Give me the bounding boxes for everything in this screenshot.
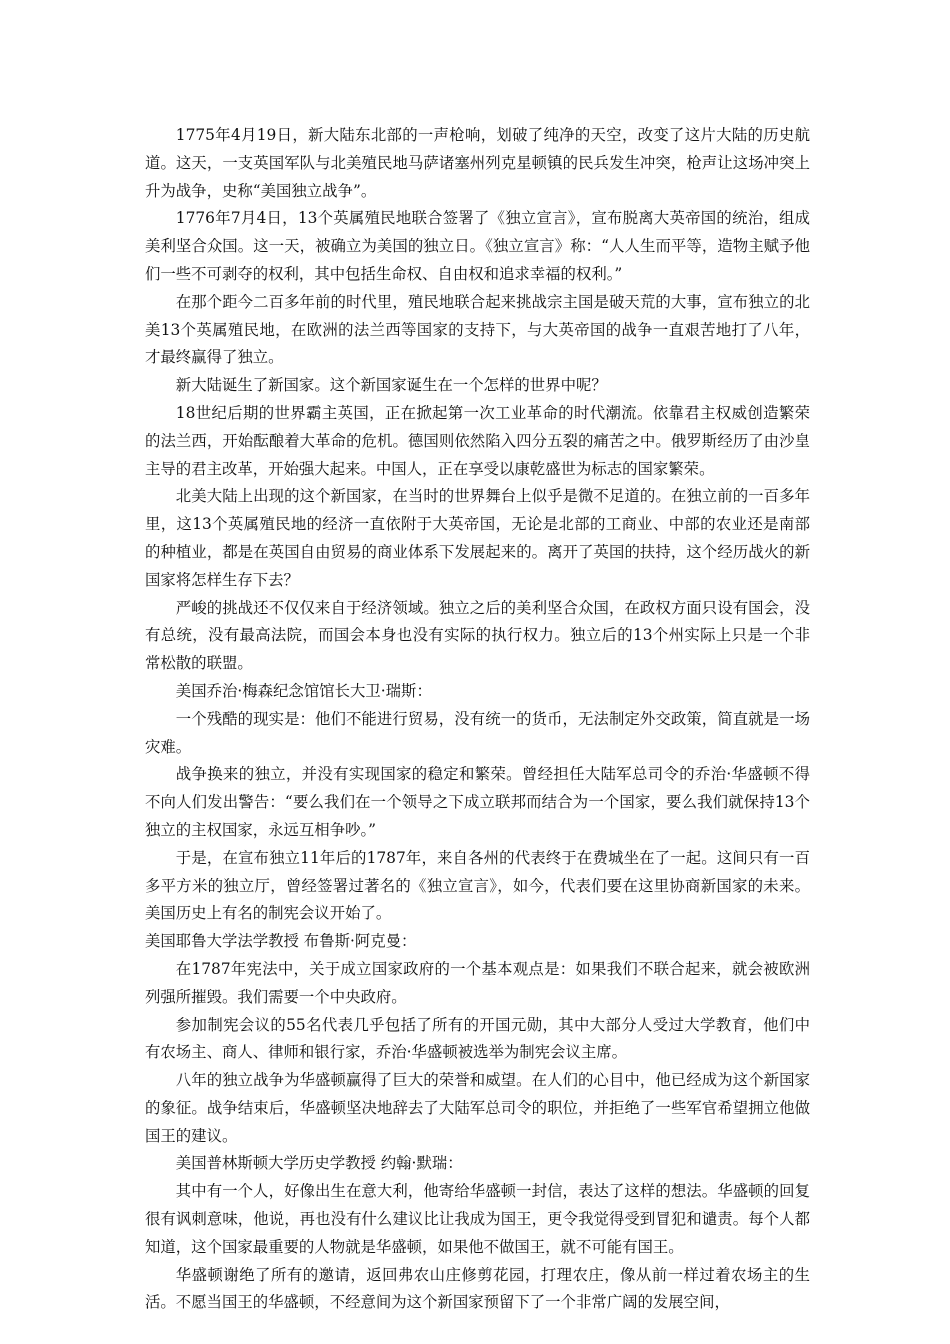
quote-john-murrin: 其中有一个人，好像出生在意大利，他寄给华盛顿一封信，表达了这样的想法。华盛顿的回复很有讽刺意味，他说，再也没有什么建议比让我成为国王，更令我觉得受到冒犯和谴责。每个人都知道，这个国家最重要的人物就是华盛顿，如果他不做国王，就不可能有国王。 — [145, 1182, 810, 1256]
speaker-label-bruce-ackerman: 美国耶鲁大学法学教授 布鲁斯·阿克曼： — [145, 932, 417, 951]
paragraph-5: 18世纪后期的世界霸主英国，正在掀起第一次工业革命的时代潮流。依靠君主权威创造繁荣的法兰西，开始酝酿着大革命的危机。德国则依然陷入四分五裂的痛苦之中。俄罗斯经历了由沙皇主导的君主改革，开始强大起来。中国人，正在享受以康乾盛世为标志的国家繁荣。 — [145, 403, 810, 478]
paragraph-7: 严峻的挑战还不仅仅来自于经济领域。独立之后的美利坚合众国，在政权方面只设有国会，没有总统，没有最高法院，而国会本身也没有实际的执行权力。独立后的13个州实际上只是一个非常松散的联盟。 — [145, 598, 810, 673]
quote-bruce-ackerman: 在1787年宪法中，关于成立国家政府的一个基本观点是：如果我们不联合起来，就会被欧洲列强所摧毁。我们需要一个中央政府。 — [145, 959, 810, 1006]
quote-david-rees: 一个残酷的现实是：他们不能进行贸易，没有统一的货币，无法制定外交政策，简直就是一场灾难。 — [145, 709, 810, 756]
paragraph-10: 参加制宪会议的55名代表几乎包括了所有的开国元勋，其中大部分人受过大学教育，他们中有农场主、商人、律师和银行家，乔治·华盛顿被选举为制宪会议主席。 — [145, 1015, 810, 1062]
paragraph-3: 在那个距今二百多年前的时代里，殖民地联合起来挑战宗主国是破天荒的大事，宣布独立的北美13个英属殖民地，在欧洲的法兰西等国家的支持下，与大英帝国的战争一直艰苦地打了八年，才最终赢得了独立。 — [145, 292, 810, 367]
paragraph-12: 华盛顿谢绝了所有的邀请，返回弗农山庄修剪花园，打理农庄，像从前一样过着农场主的生活。不愿当国王的华盛顿，不经意间为这个新国家预留下了一个非常广阔的发展空间， — [145, 1265, 810, 1312]
paragraph-6: 北美大陆上出现的这个新国家，在当时的世界舞台上似乎是微不足道的。在独立前的一百多年里，这13个英属殖民地的经济一直依附于大英帝国，无论是北部的工商业、中部的农业还是南部的种植业，都是在英国自由贸易的商业体系下发展起来的。离开了英国的扶持，这个经历战火的新国家将怎样生存下去？ — [145, 487, 810, 589]
paragraph-8: 战争换来的独立，并没有实现国家的稳定和繁荣。曾经担任大陆军总司令的乔治·华盛顿不得不向人们发出警告：“要么我们在一个领导之下成立联邦而结合为一个国家，要么我们就保持13个独立的主权国家，永远互相争吵。” — [145, 765, 810, 839]
document-body — [145, 122, 810, 1317]
paragraph-1: 1775年4月19日，新大陆东北部的一声枪响，划破了纯净的天空，改变了这片大陆的历史航道。这天，一支英国军队与北美殖民地马萨诸塞州列克星顿镇的民兵发生冲突，枪声让这场冲突上升为战争，史称“美国独立战争”。 — [145, 126, 810, 200]
paragraph-9: 于是，在宣布独立11年后的1787年，来自各州的代表终于在费城坐在了一起。这间只有一百多平方米的独立厅，曾经签署过著名的《独立宣言》，如今，代表们要在这里协商新国家的未来。美国历史上有名的制宪会议开始了。 — [145, 848, 810, 923]
paragraph-2: 1776年7月4日，13个英属殖民地联合签署了《独立宣言》，宣布脱离大英帝国的统治，组成美利坚合众国。这一天，被确立为美国的独立日。《独立宣言》称：“人人生而平等，造物主赋予他们一些不可剥夺的权利，其中包括生命权、自由权和追求幸福的权利。” — [145, 209, 810, 283]
paragraph-11: 八年的独立战争为华盛顿赢得了巨大的荣誉和威望。在人们的心目中，他已经成为这个新国家的象征。战争结束后，华盛顿坚决地辞去了大陆军总司令的职位，并拒绝了一些军官希望拥立他做国王的建议。 — [145, 1071, 810, 1145]
speaker-label-john-murrin: 美国普林斯顿大学历史学教授 约翰·默瑞： — [175, 1154, 463, 1173]
speaker-label-david-rees: 美国乔治·梅森纪念馆馆长大卫·瑞斯： — [175, 681, 432, 700]
paragraph-4: 新大陆诞生了新国家。这个新国家诞生在一个怎样的世界中呢？ — [175, 376, 607, 395]
